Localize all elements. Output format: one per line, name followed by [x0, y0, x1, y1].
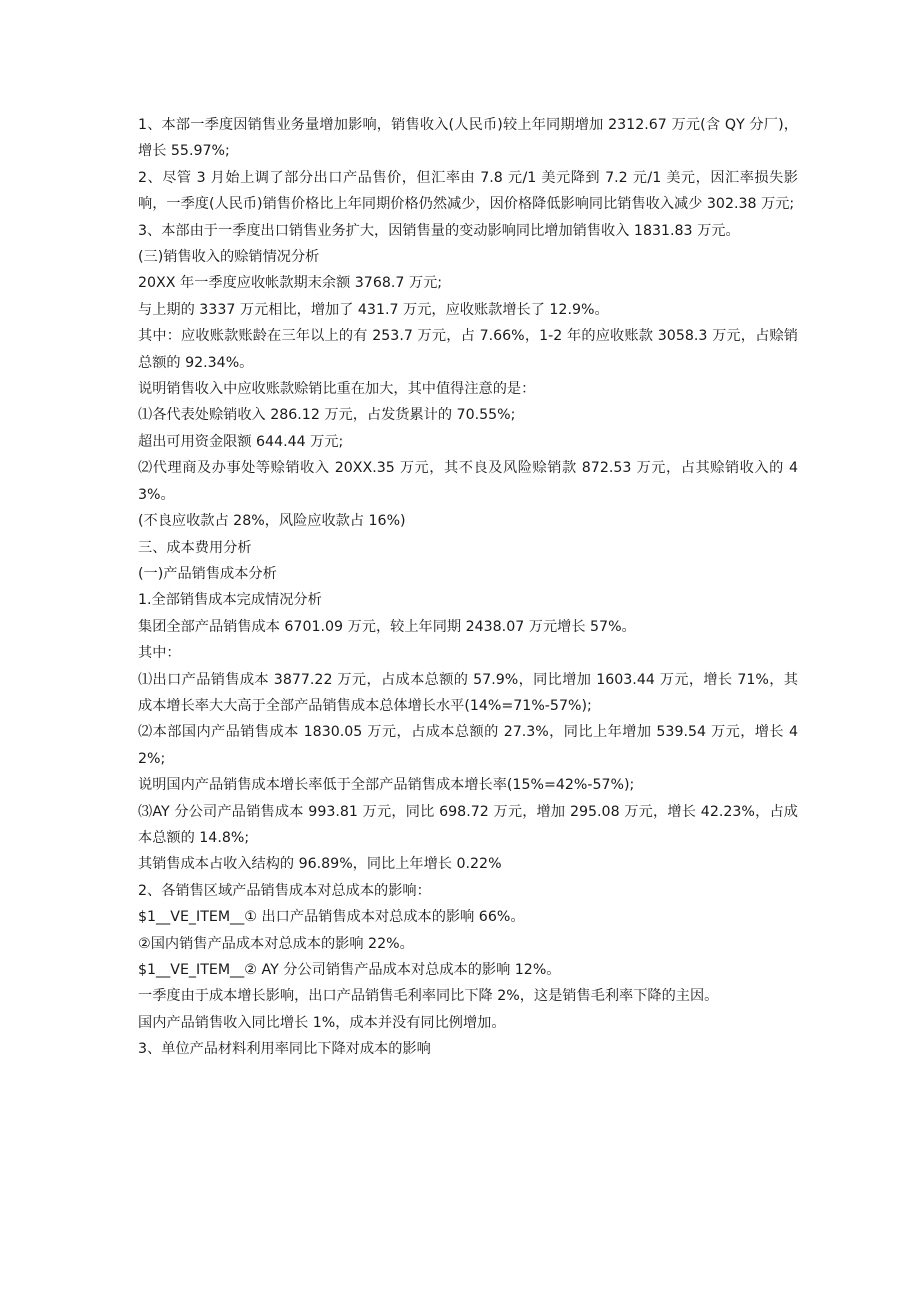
paragraph: 3、本部由于一季度出口销售业务扩大，因销售量的变动影响同比增加销售收入 1831.83 万元。 — [138, 222, 740, 239]
section-heading: 3、单位产品材料利用率同比下降对成本的影响 — [138, 1041, 431, 1058]
paragraph: 国内产品销售收入同比增长 1%，成本并没有同比例增加。 — [138, 1014, 506, 1031]
list-item: $1__VE_ITEM__② AY 分公司销售产品成本对总成本的影响 12%。 — [138, 962, 561, 978]
paragraph: (不良应收款占 28%，风险应收款占 16%) — [138, 513, 406, 530]
paragraph: 其中：应收账款账龄在三年以上的有 253.7 万元，占 7.66%，1-2 年的应收账款 3058.3 万元，占赊销总额的 92.34%。 — [138, 328, 798, 371]
paragraph: 超出可用资金限额 644.44 万元; — [138, 433, 344, 450]
paragraph: 说明销售收入中应收账款赊销比重在加大，其中值得注意的是： — [138, 381, 536, 398]
paragraph: 1、本部一季度因销售业务量增加影响，销售收入(人民币)较上年同期增加 2312.67 万元(含 QY 分厂)，增长 55.97%; — [138, 117, 798, 160]
paragraph: 与上期的 3337 万元相比，增加了 431.7 万元，应收账款增长了 12.9%。 — [138, 301, 609, 318]
section-heading: (三)销售收入的赊销情况分析 — [138, 249, 320, 266]
list-item: ⑶AY 分公司产品销售成本 993.81 万元，同比 698.72 万元，增加 295.08 万元，增长 42.23%，占成本总额的 14.8%; — [138, 803, 798, 846]
document-body — [138, 112, 798, 1063]
paragraph: 其中： — [138, 645, 181, 662]
list-item: $1__VE_ITEM__① 出口产品销售成本对总成本的影响 66%。 — [138, 909, 525, 926]
section-heading: 1.全部销售成本完成情况分析 — [138, 592, 322, 609]
paragraph: 说明国内产品销售成本增长率低于全部产品销售成本增长率(15%=42%-57%); — [138, 777, 635, 794]
paragraph: 集团全部产品销售成本 6701.09 万元，较上年同期 2438.07 万元增长 57%。 — [138, 618, 636, 635]
list-item: ⑴各代表处赊销收入 286.12 万元，占发货累计的 70.55%; — [138, 407, 516, 424]
paragraph: 其销售成本占收入结构的 96.89%，同比上年增长 0.22% — [138, 856, 502, 873]
section-heading: (一)产品销售成本分析 — [138, 565, 277, 582]
section-heading: 三、成本费用分析 — [138, 539, 252, 556]
paragraph: 一季度由于成本增长影响，出口产品销售毛利率同比下降 2%，这是销售毛利率下降的主因。 — [138, 988, 719, 1005]
list-item: ⑴出口产品销售成本 3877.22 万元，占成本总额的 57.9%，同比增加 1603.44 万元，增长 71%，其成本增长率大大高于全部产品销售成本总体增长水平(14%=71%-57%); — [138, 671, 798, 714]
paragraph: 2、尽管 3 月始上调了部分出口产品售价，但汇率由 7.8 元/1 美元降到 7.2 元/1 美元，因汇率损失影响，一季度(人民币)销售价格比上年同期价格仍然减少，因价格降低影响同比销售收入减少 302.38 万元; — [138, 169, 798, 213]
list-item: ⑵代理商及办事处等赊销收入 20XX.35 万元，其不良及风险赊销款 872.53 万元，占其赊销收入的 43%。 — [138, 460, 798, 503]
list-item: ②国内销售产品成本对总成本的影响 22%。 — [138, 935, 414, 952]
list-item: ⑵本部国内产品销售成本 1830.05 万元，占成本总额的 27.3%，同比上年增加 539.54 万元，增长 42%; — [138, 724, 798, 767]
paragraph: 20XX 年一季度应收帐款期末余额 3768.7 万元; — [138, 275, 443, 292]
section-heading: 2、各销售区域产品销售成本对总成本的影响： — [138, 882, 431, 899]
